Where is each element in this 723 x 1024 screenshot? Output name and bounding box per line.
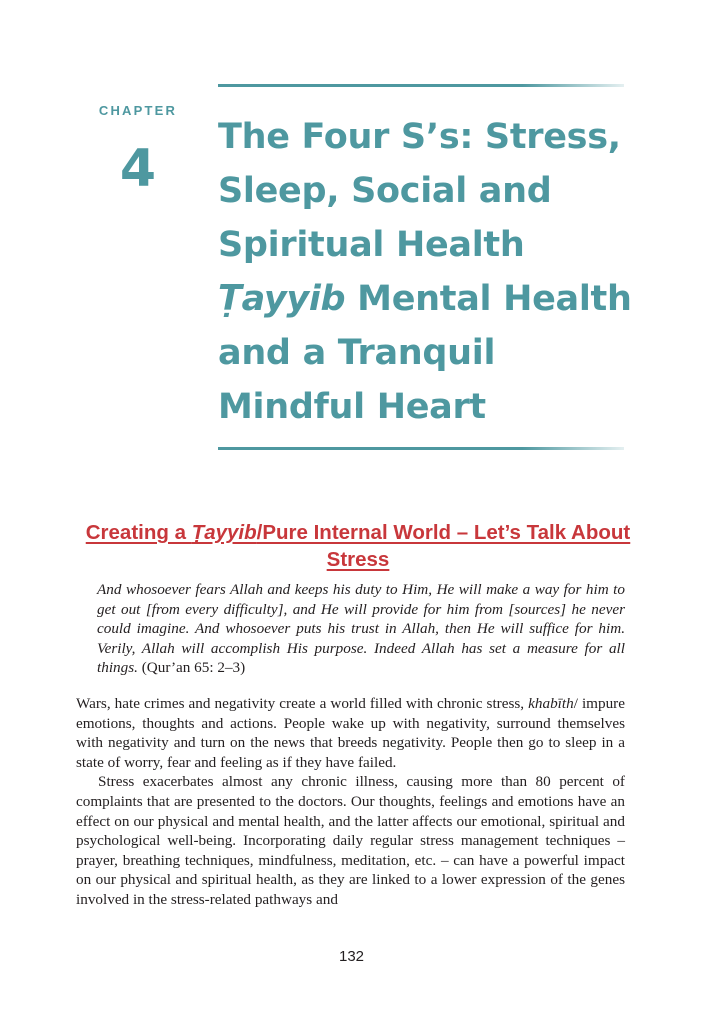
chapter-label: CHAPTER (98, 103, 178, 118)
quote-citation: (Qur’an 65: 2–3) (141, 659, 246, 676)
chapter-number: 4 (119, 139, 157, 199)
body-paragraph-1 (76, 694, 625, 772)
chapter-title-line-2: Sleep, Social and (218, 171, 552, 211)
top-rule (218, 84, 624, 87)
body-p1-rest: / impure emotions, thoughts and actions. People wake up with negativity, surround themselves with negativity and turn on the news that breeds negativity. People then go to sleep in a state of worry, fear and feeling as if they have failed. (76, 695, 625, 771)
quote-text: And whosoever fears Allah and keeps his duty to Him, He will make a way for him to get out [from every difficulty], and He will provide for him from [sources] he never could imagine. And whosoever puts his trust in Allah, then He will suffice for him. Verily, Allah will accomplish His purpose. Indeed Allah has set a measure for all things. (97, 581, 625, 676)
chapter-title-line-1: The Four S’s: Stress, (218, 117, 621, 157)
body-paragraph-2: Stress exacerbates almost any chronic illness, causing more than 80 percent of complaints that are presented to the doctors. Our thoughts, feelings and emotions have an effect on our physical and mental health, and the latter affects our emotional, spiritual and psychological well-being. Incorporating daily regular stress management techniques – prayer, breathing techniques, mindfulness, meditation, etc. – can have a powerful impact on our physical and spiritual health, as they are linked to a lower expression of the genes involved in the stress-related pathways and (76, 773, 625, 908)
section-heading-part-1: Creating a (85, 521, 192, 544)
chapter-title-italic-word: Ṭayyib (218, 279, 346, 319)
page-number: 132 (338, 948, 365, 965)
chapter-title-line-3: Spiritual Health (218, 225, 525, 265)
chapter-title (218, 110, 638, 434)
epigraph-quote (97, 580, 625, 678)
bottom-rule (218, 447, 624, 450)
body-text (76, 694, 625, 910)
chapter-title-line-4 (218, 272, 638, 326)
chapter-title-line-6: Mindful Heart (218, 387, 486, 427)
body-p1-start: Wars, hate crimes and negativity create a world filled with chronic stress, (76, 695, 529, 712)
body-p1-italic: khabīth (528, 695, 574, 712)
section-heading-italic: Ṭayyib (191, 521, 257, 544)
chapter-title-line-4-rest: Mental Health (345, 279, 632, 319)
section-heading-part-2: /Pure Internal World – Let’s Talk About Stress (256, 521, 631, 571)
section-heading (76, 519, 640, 573)
chapter-title-line-5: and a Tranquil (218, 333, 496, 373)
